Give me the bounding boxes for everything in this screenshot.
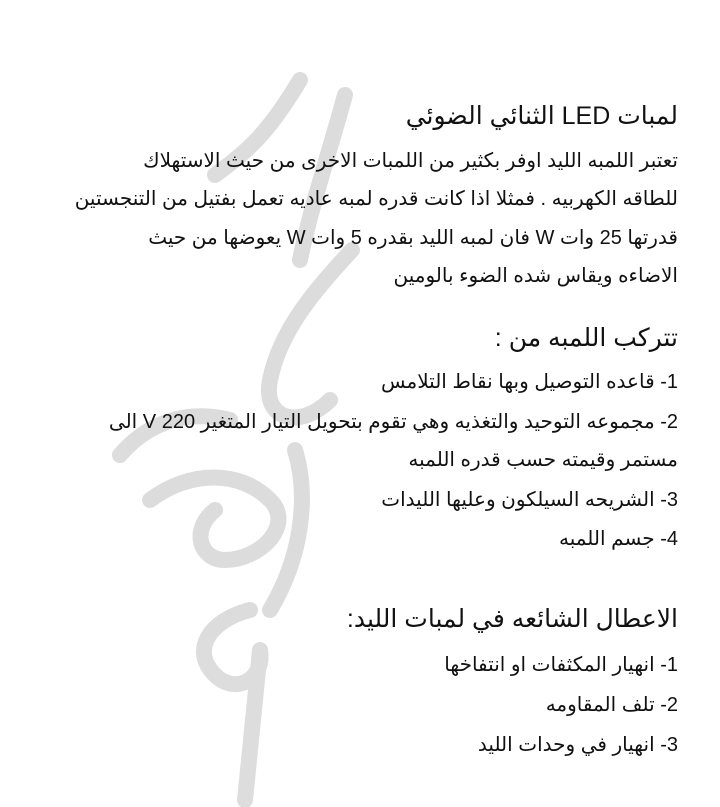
fault-item-3: 3- انهيار في وحدات الليد [477, 734, 678, 756]
component-item-2-continued: مستمر وقيمته حسب قدره اللمبه [408, 449, 678, 471]
intro-line-3: قدرتها 25 وات W فان لمبه الليد بقدره 5 وات W يعوضها من حيث [148, 227, 678, 249]
intro-line-2: للطاقه الكهربيه . فمثلا اذا كانت قدره لمبه عاديه تعمل بفتيل من التنجستين [74, 188, 678, 210]
components-heading: تتركب اللمبه من : [494, 324, 678, 352]
intro-line-1: تعتبر اللمبه الليد اوفر بكثير من اللمبات الاخرى من حيث الاستهلاك [143, 150, 678, 172]
faults-heading: الاعطال الشائعه في لمبات الليد: [346, 605, 678, 633]
component-item-3: 3- الشريحه السيلكون وعليها الليدات [381, 489, 678, 511]
fault-item-2: 2- تلف المقاومه [545, 694, 678, 716]
component-item-4: 4- جسم اللمبه [558, 528, 678, 550]
component-item-1: 1- قاعده التوصيل وبها نقاط التلامس [381, 371, 678, 393]
component-item-2: 2- مجموعه التوحيد والتغذيه وهي تقوم بتحويل التيار المتغير V 220 الى [108, 411, 678, 433]
intro-line-4: الاضاءه ويقاس شده الضوء بالومين [393, 265, 678, 287]
fault-item-1: 1- انهيار المكثفات او انتفاخها [444, 654, 678, 676]
document-title: لمبات LED الثنائي الضوئي [405, 102, 678, 130]
